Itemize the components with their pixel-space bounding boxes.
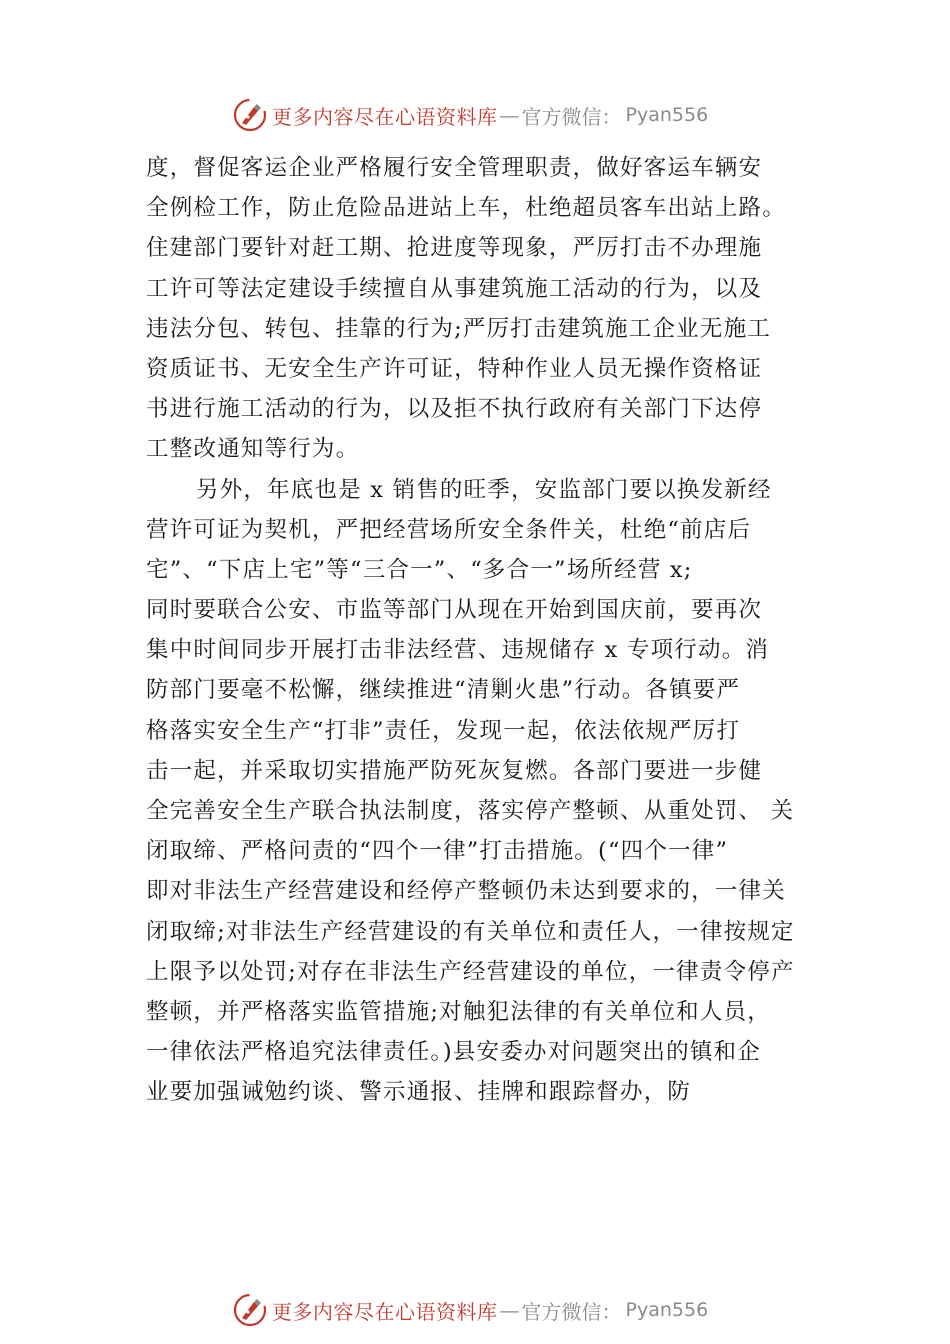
- body-line: 全例检工作，防止危险品进站上车，杜绝超员客车出站上路。: [146, 195, 786, 222]
- body-line: 资质证书、无安全生产许可证，特种作业人员无操作资格证: [146, 355, 763, 382]
- brand-text: 更多内容尽在心语资料库: [272, 1299, 498, 1324]
- body-line: 即对非法生产经营建设和经停产整顿仍未达到要求的，一律关: [146, 878, 786, 905]
- body-line: 防部门要毫不松懈，继续推进“清剿火患”行动。各镇要严: [146, 677, 741, 704]
- header-banner: [232, 95, 732, 135]
- body-line: 度，督促客运企业严格履行安全管理职责，做好客运车辆安: [146, 155, 763, 181]
- body-line: 工整改通知等行为。: [146, 436, 360, 463]
- pen-nib-seal-icon: [232, 1292, 268, 1328]
- body-line: 工许可等法定建设手续擅自从事建筑施工活动的行为，以及: [146, 275, 763, 302]
- banner-separator: —: [499, 1298, 520, 1322]
- body-line: 上限予以处罚;对存在非法生产经营建设的单位，一律责令停产: [146, 958, 795, 985]
- body-line: 同时要联合公安、市监等部门从现在开始到国庆前，要再次: [146, 597, 763, 624]
- body-line: 违法分包、转包、挂靠的行为;严厉打击建筑施工企业无施工: [146, 315, 771, 342]
- official-label: 官方微信：: [521, 104, 622, 129]
- body-line: 书进行施工活动的行为，以及拒不执行政府有关部门下达停: [146, 396, 763, 423]
- wechat-handle: Pyan556: [625, 104, 709, 126]
- wechat-handle: Pyan556: [625, 1299, 709, 1321]
- pen-nib-seal-icon: [232, 97, 268, 133]
- document-body: [146, 148, 821, 1113]
- body-line: 集中时间同步开展打击非法经营、违规储存 x 专项行动。消: [146, 637, 770, 664]
- banner-separator: —: [499, 103, 520, 127]
- body-line: 住建部门要针对赶工期、抢进度等现象，严厉打击不办理施: [146, 235, 763, 262]
- body-line: 全完善安全生产联合执法制度，落实停产整顿、从重处罚、 关: [146, 798, 795, 824]
- body-line: 闭取缔;对非法生产经营建设的有关单位和责任人，一律按规定: [146, 918, 795, 945]
- body-line: 整顿，并严格落实监管措施;对触犯法律的有关单位和人员，: [146, 998, 771, 1025]
- brand-text: 更多内容尽在心语资料库: [272, 104, 498, 129]
- body-line: 业要加强诫勉约谈、警示通报、挂牌和跟踪督办，防: [146, 1079, 692, 1106]
- body-line: 格落实安全生产“打非”责任，发现一起，依法依规严厉打: [146, 717, 741, 744]
- body-line: 击一起，并采取切实措施严防死灰复燃。各部门要进一步健: [146, 757, 763, 784]
- footer-banner: [232, 1290, 732, 1330]
- body-line: 一律依法严格追究法律责任。)县安委办对问题突出的镇和企: [146, 1039, 761, 1066]
- paragraph-start-line: 另外，年底也是 x 销售的旺季，安监部门要以换发新经: [196, 476, 772, 503]
- body-line: 闭取缔、严格问责的“四个一律”打击措施。(“四个一律”: [146, 838, 729, 865]
- body-line: 营许可证为契机，严把经营场所安全条件关，杜绝“前店后: [146, 516, 752, 543]
- official-label: 官方微信：: [521, 1299, 622, 1324]
- body-line: 宅”、“下店上宅”等“三合一”、“多合一”场所经营 x;: [146, 556, 693, 583]
